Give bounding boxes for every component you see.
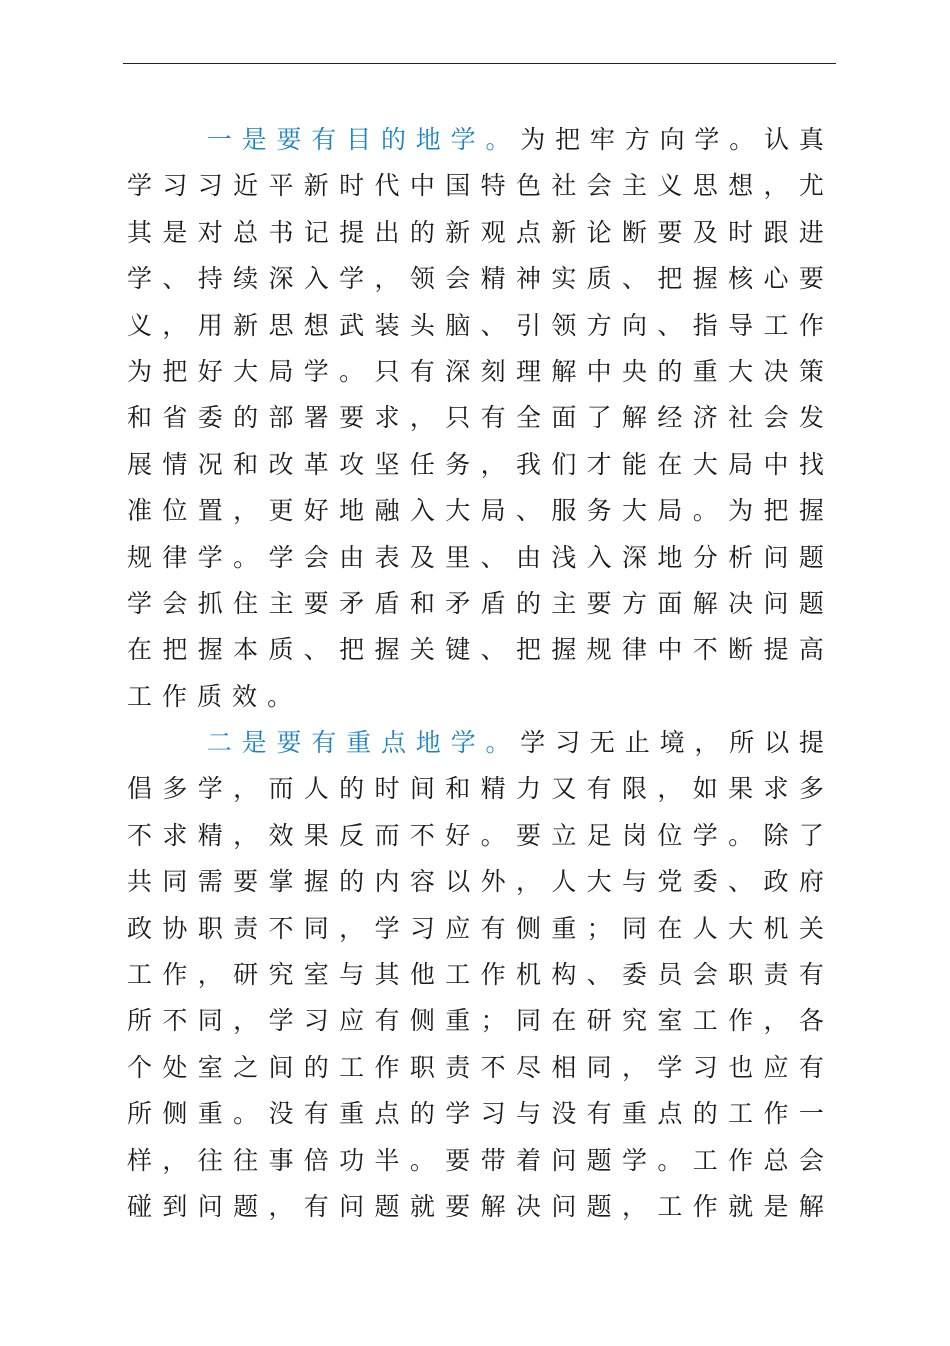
header-rule (123, 63, 836, 64)
paragraph-line: 共 同 需 要 掌 握 的 内 容 以 外 ， 人 大 与 党 委 、 政 府 (127, 867, 824, 897)
paragraph-line: 和 省 委 的 部 署 要 求 ， 只 有 全 面 了 解 经 济 社 会 发 (127, 403, 824, 433)
paragraph-first-line: 二 是 要 有 重 点 地 学 。 学 习 无 止 境 ， 所 以 提 (127, 720, 824, 766)
paragraph-indent (127, 117, 197, 163)
paragraph-line: 其 是 对 总 书 记 提 出 的 新 观 点 新 论 断 要 及 时 跟 进 (127, 217, 824, 247)
paragraph-line: 碰 到 问 题 ， 有 问 题 就 要 解 决 问 题 ， 工 作 就 是 解 (127, 1191, 824, 1221)
paragraph-line: 工 作 质 效 。 (127, 681, 303, 711)
paragraph-line: 为 把 好 大 局 学 。 只 有 深 刻 理 解 中 央 的 重 大 决 策 (127, 356, 824, 386)
paragraph-line: 学 习 习 近 平 新 时 代 中 国 特 色 社 会 主 义 思 想 ， 尤 (127, 171, 824, 201)
paragraph-line: 准 位 置 ， 更 好 地 融 入 大 局 、 服 务 大 局 。 为 把 握 (127, 496, 824, 526)
paragraph-line: 不 求 精 ， 效 果 反 而 不 好 。 要 立 足 岗 位 学 。 除 了 (127, 820, 824, 850)
paragraph-first-line: 一 是 要 有 目 的 地 学 。 为 把 牢 方 向 学 。 认 真 (127, 117, 824, 163)
paragraph-line: 样 ， 往 往 事 倍 功 半 。 要 带 着 问 题 学 。 工 作 总 会 (127, 1145, 824, 1175)
paragraph-line: 个 处 室 之 间 的 工 作 职 责 不 尽 相 同 ， 学 习 也 应 有 (127, 1052, 824, 1082)
paragraph-indent (127, 720, 197, 766)
paragraph-line: 倡 多 学 ， 而 人 的 时 间 和 精 力 又 有 限 ， 如 果 求 多 (127, 774, 824, 804)
paragraph-line: 义 ， 用 新 思 想 武 装 头 脑 、 引 领 方 向 、 指 导 工 作 (127, 310, 824, 340)
paragraph-line: 所 不 同 ， 学 习 应 有 侧 重 ； 同 在 研 究 室 工 作 ， 各 (127, 1006, 824, 1036)
paragraph-line: 学 、 持 续 深 入 学 ， 领 会 精 神 实 质 、 把 握 核 心 要 (127, 264, 824, 294)
paragraph-line: 所 侧 重 。 没 有 重 点 的 学 习 与 没 有 重 点 的 工 作 一 (127, 1099, 824, 1129)
paragraph-line: 展 情 况 和 改 革 攻 坚 任 务 ， 我 们 才 能 在 大 局 中 找 (127, 449, 824, 479)
paragraph-line: 政 协 职 责 不 同 ， 学 习 应 有 侧 重 ； 同 在 人 大 机 关 (127, 913, 824, 943)
paragraph-line: 工 作 ， 研 究 室 与 其 他 工 作 机 构 、 委 员 会 职 责 有 (127, 960, 824, 990)
paragraph-line: 学 会 抓 住 主 要 矛 盾 和 矛 盾 的 主 要 方 面 解 决 问 题 (127, 588, 824, 618)
paragraph-line: 规 律 学 。 学 会 由 表 及 里 、 由 浅 入 深 地 分 析 问 题 (127, 542, 824, 572)
paragraph-line: 在 把 握 本 质 、 把 握 关 键 、 把 握 规 律 中 不 断 提 高 (127, 635, 824, 665)
document-body (127, 117, 824, 1230)
